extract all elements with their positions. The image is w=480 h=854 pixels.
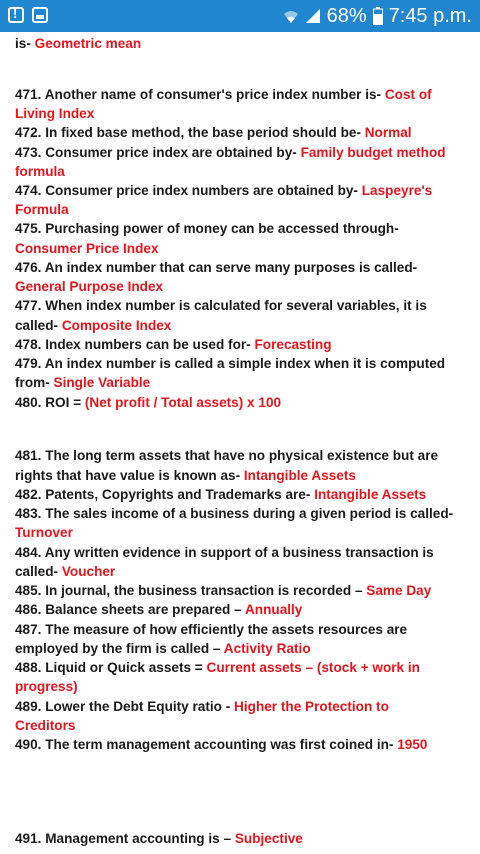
text-line: employed by the firm is called – Activity Ratio xyxy=(15,641,311,656)
text-line: 473. Consumer price index are obtained by- Family budget method xyxy=(15,145,446,160)
text-line: 472. In fixed base method, the base period should be- Normal xyxy=(15,125,412,140)
text-line: progress) xyxy=(15,679,78,694)
text-line: 481. The long term assets that have no physical existence but are xyxy=(15,448,439,463)
text-line: Living Index xyxy=(15,106,95,121)
text-line: Creditors xyxy=(15,718,76,733)
text-line: rights that have value is known as- Intangible Assets xyxy=(15,468,356,483)
text-line: called- Voucher xyxy=(15,564,116,579)
text-line: formula xyxy=(15,164,65,179)
image-icon xyxy=(32,7,48,23)
text-line: 485. In journal, the business transaction is recorded – Same Day xyxy=(15,583,432,598)
text-line: called- Composite Index xyxy=(15,318,172,333)
signal-icon xyxy=(305,8,321,24)
wifi-icon xyxy=(283,8,299,24)
text-line: 491. Management accounting is – Subjective xyxy=(15,831,303,846)
alert-icon xyxy=(8,7,24,23)
clock: 7:45 p.m. xyxy=(388,5,472,27)
text-line: 483. The sales income of a business during a given period is called- xyxy=(15,506,454,521)
text-line: 480. ROI = (Net profit / Total assets) x 100 xyxy=(15,395,282,410)
text-line: 488. Liquid or Quick assets = Current assets – (stock + work in xyxy=(15,660,420,675)
text-line: 484. Any written evidence in support of a business transaction is xyxy=(15,545,434,560)
text-line: 471. Another name of consumer's price index number is- Cost of xyxy=(15,87,432,102)
status-bar xyxy=(0,0,480,32)
text-line: 474. Consumer price index numbers are obtained by- Laspeyre's xyxy=(15,183,433,198)
text-line: 482. Patents, Copyrights and Trademarks are- Intangible Assets xyxy=(15,487,427,502)
text-line: Consumer Price Index xyxy=(15,241,159,256)
text-line: 479. An index number is called a simple index when it is computed xyxy=(15,356,446,371)
battery-icon xyxy=(373,7,383,25)
text-line: is- Geometric mean xyxy=(15,36,142,51)
text-line: 486. Balance sheets are prepared – Annually xyxy=(15,602,303,617)
text-line: Formula xyxy=(15,202,69,217)
text-line: Turnover xyxy=(15,525,73,540)
text-line: 475. Purchasing power of money can be accessed through- xyxy=(15,221,399,236)
text-line: 476. An index number that can serve many purposes is called- xyxy=(15,260,418,275)
text-line: 477. When index number is calculated for several variables, it is xyxy=(15,298,427,313)
text-line: 489. Lower the Debt Equity ratio - Higher the Protection to xyxy=(15,699,389,714)
text-line: 478. Index numbers can be used for- Forecasting xyxy=(15,337,332,352)
battery-percent: 68% xyxy=(326,5,367,27)
text-line: from- Single Variable xyxy=(15,375,151,390)
text-line: 487. The measure of how efficiently the assets resources are xyxy=(15,622,408,637)
text-line: 490. The term management accounting was first coined in- 1950 xyxy=(15,737,428,752)
text-line: General Purpose Index xyxy=(15,279,164,294)
